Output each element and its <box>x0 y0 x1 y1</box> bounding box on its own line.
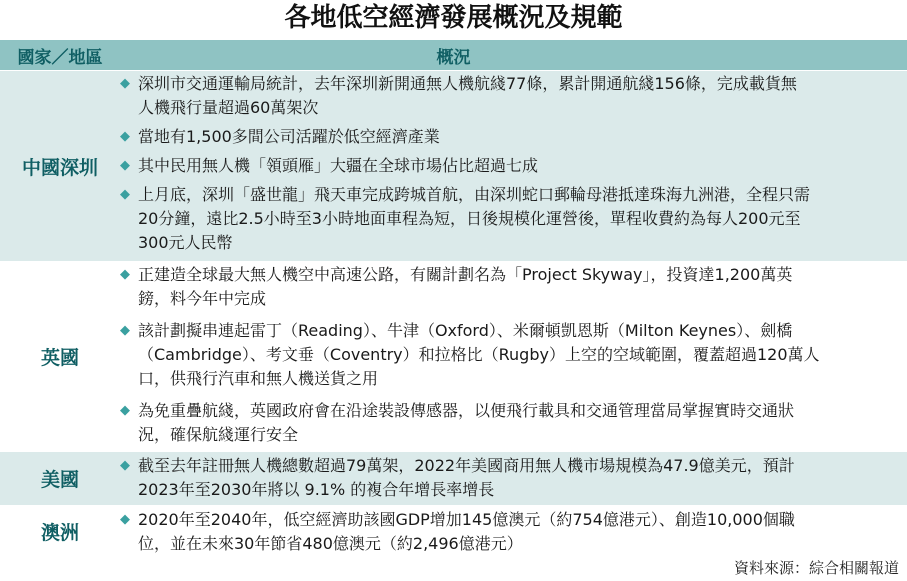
list-item: ◆ 上月底，深圳「盛世龍」飛天車完成跨城首航，由深圳蛇口郵輪母港抵達珠海九洲港，全程只需 20分鐘，遠比2.5小時至3小時地面車程為短，日後規模化運營後，單程收費約為每人200元至 300元人民幣 <box>120 185 811 252</box>
diamond-bullet-icon: ◆ <box>120 76 130 91</box>
diamond-bullet-icon: ◆ <box>120 267 130 282</box>
table-row-australia <box>0 506 907 556</box>
diamond-bullet-icon: ◆ <box>120 323 130 338</box>
header-summary: 概況 <box>436 47 471 68</box>
table-row-uk <box>0 262 907 451</box>
list-item: ◆ 正建造全球最大無人機空中高速公路，有關計劃名為「Project Skyway」，投資達1,200萬英 鎊，料今年中完成 <box>120 265 793 308</box>
region-label: 美國 <box>40 469 79 491</box>
region-label: 中國深圳 <box>21 156 98 179</box>
page-title: 各地低空經濟發展概況及規範 <box>284 3 623 33</box>
region-label: 澳洲 <box>40 521 79 544</box>
list-item: ◆ 為免重疊航綫，英國政府會在沿途裝設傳感器，以便飛行載具和交通管理當局掌握實時交通狀 況，確保航綫運行安全 <box>120 401 795 444</box>
list-item: ◆ 當地有1,500多間公司活躍於低空經濟產業 <box>120 125 904 149</box>
list-item: ◆ 其中民用無人機「領頭雁」大疆在全球市場佔比超過七成 <box>120 154 904 178</box>
list-item: ◆ 深圳市交通運輸局統計，去年深圳新開通無人機航綫77條，累計開通航綫156條，完成載貨無 人機飛行量超過60萬架次 <box>120 74 797 117</box>
diamond-bullet-icon: ◆ <box>120 403 130 418</box>
region-label: 英國 <box>40 347 79 369</box>
diamond-bullet-icon: ◆ <box>120 187 130 202</box>
diamond-bullet-icon: ◆ <box>120 512 130 527</box>
list-item: ◆ 截至去年註冊無人機總數超過79萬架，2022年美國商用無人機市場規模為47.9億美元，預計 2023年至2030年將以 9.1% 的複合年增長率增長 <box>120 456 795 499</box>
diamond-bullet-icon: ◆ <box>120 458 130 473</box>
header-region: 國家／地區 <box>17 47 103 68</box>
diamond-bullet-icon: ◆ <box>120 158 130 173</box>
table-row-usa <box>0 452 907 505</box>
table-header <box>0 40 907 70</box>
list-item: ◆ 該計劃擬串連起雷丁（Reading）、牛津（Oxford）、米爾頓凱恩斯（Milton Keynes）、劍橋 （Cambridge）、考文垂（Coventry）和拉格比（Rugby）上空的空域範圍，覆蓋超過120萬人 口，供飛行汽車和無人機送貨之用 <box>120 321 820 388</box>
list-item: ◆ 2020年至2040年，低空經濟助該國GDP增加145億澳元（約754億港元）、創造10,000個職 位，並在未來30年節省480億澳元（約2,496億港元） <box>120 510 795 553</box>
table-row-shenzhen <box>0 71 907 261</box>
diamond-bullet-icon: ◆ <box>120 129 130 144</box>
source-credit: 資料來源：綜合相關報道 <box>733 559 899 577</box>
